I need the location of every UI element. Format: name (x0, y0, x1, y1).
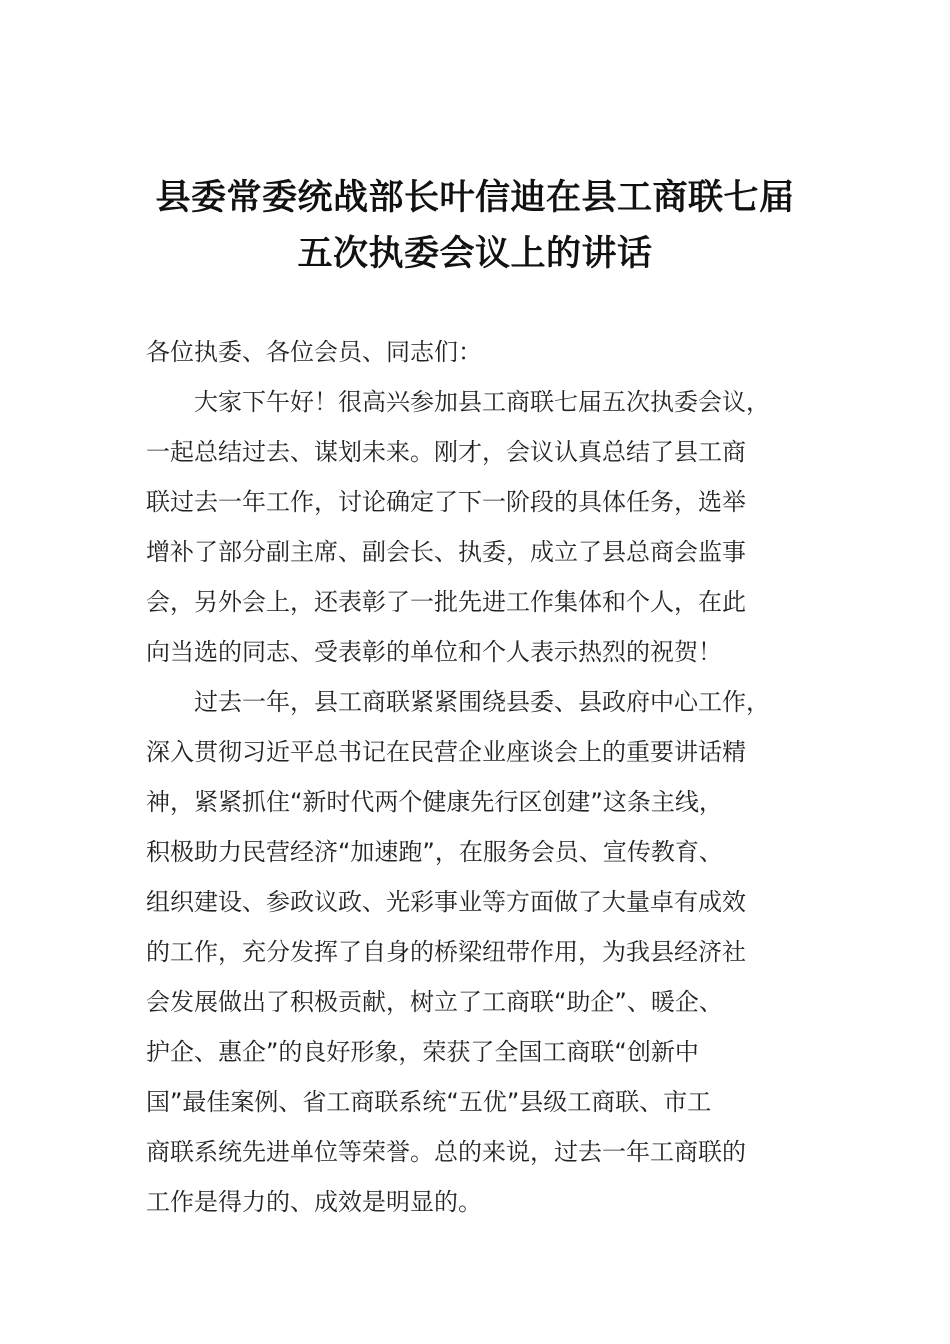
paragraph-line: 工作是得力的、成效是明显的。 (146, 1188, 482, 1216)
paragraph-line: 一起总结过去、谋划未来。刚才，会议认真总结了县工商 (146, 438, 746, 466)
paragraph-line: 过去一年，县工商联紧紧围绕县委、县政府中心工作， (194, 688, 770, 716)
paragraph-line: 会发展做出了积极贡献，树立了工商联“助企”、暖企、 (146, 988, 723, 1016)
salutation: 各位执委、各位会员、同志们： (146, 338, 482, 366)
paragraph-line: 会，另外会上，还表彰了一批先进工作集体和个人，在此 (146, 588, 746, 616)
paragraph-line: 积极助力民营经济“加速跑”，在服务会员、宣传教育、 (146, 838, 723, 866)
paragraph-line: 神，紧紧抓住“新时代两个健康先行区创建”这条主线， (146, 788, 723, 816)
paragraph-line: 增补了部分副主席、副会长、执委，成立了县总商会监事 (146, 538, 746, 566)
paragraph-line: 深入贯彻习近平总书记在民营企业座谈会上的重要讲话精 (146, 738, 746, 766)
paragraph-line: 商联系统先进单位等荣誉。总的来说，过去一年工商联的 (146, 1138, 746, 1166)
document-body (146, 327, 806, 1227)
paragraph-line: 联过去一年工作，讨论确定了下一阶段的具体任务，选举 (146, 488, 746, 516)
paragraph-line: 的工作，充分发挥了自身的桥梁纽带作用，为我县经济社 (146, 938, 746, 966)
paragraph-line: 向当选的同志、受表彰的单位和个人表示热烈的祝贺！ (146, 638, 722, 666)
document-title (120, 170, 830, 282)
paragraph-line: 组织建设、参政议政、光彩事业等方面做了大量卓有成效 (146, 888, 746, 916)
title-line-2: 五次执委会议上的讲话 (297, 233, 653, 274)
title-line-1: 县委常委统战部长叶信迪在县工商联七届 (155, 177, 795, 218)
paragraph-line: 国”最佳案例、省工商联系统“五优”县级工商联、市工 (146, 1088, 712, 1116)
paragraph-line: 护企、惠企”的良好形象，荣获了全国工商联“创新中 (146, 1038, 699, 1066)
paragraph-line: 大家下午好！很高兴参加县工商联七届五次执委会议， (194, 388, 770, 416)
paragraph-1 (146, 377, 806, 677)
paragraph-2 (146, 677, 806, 1227)
